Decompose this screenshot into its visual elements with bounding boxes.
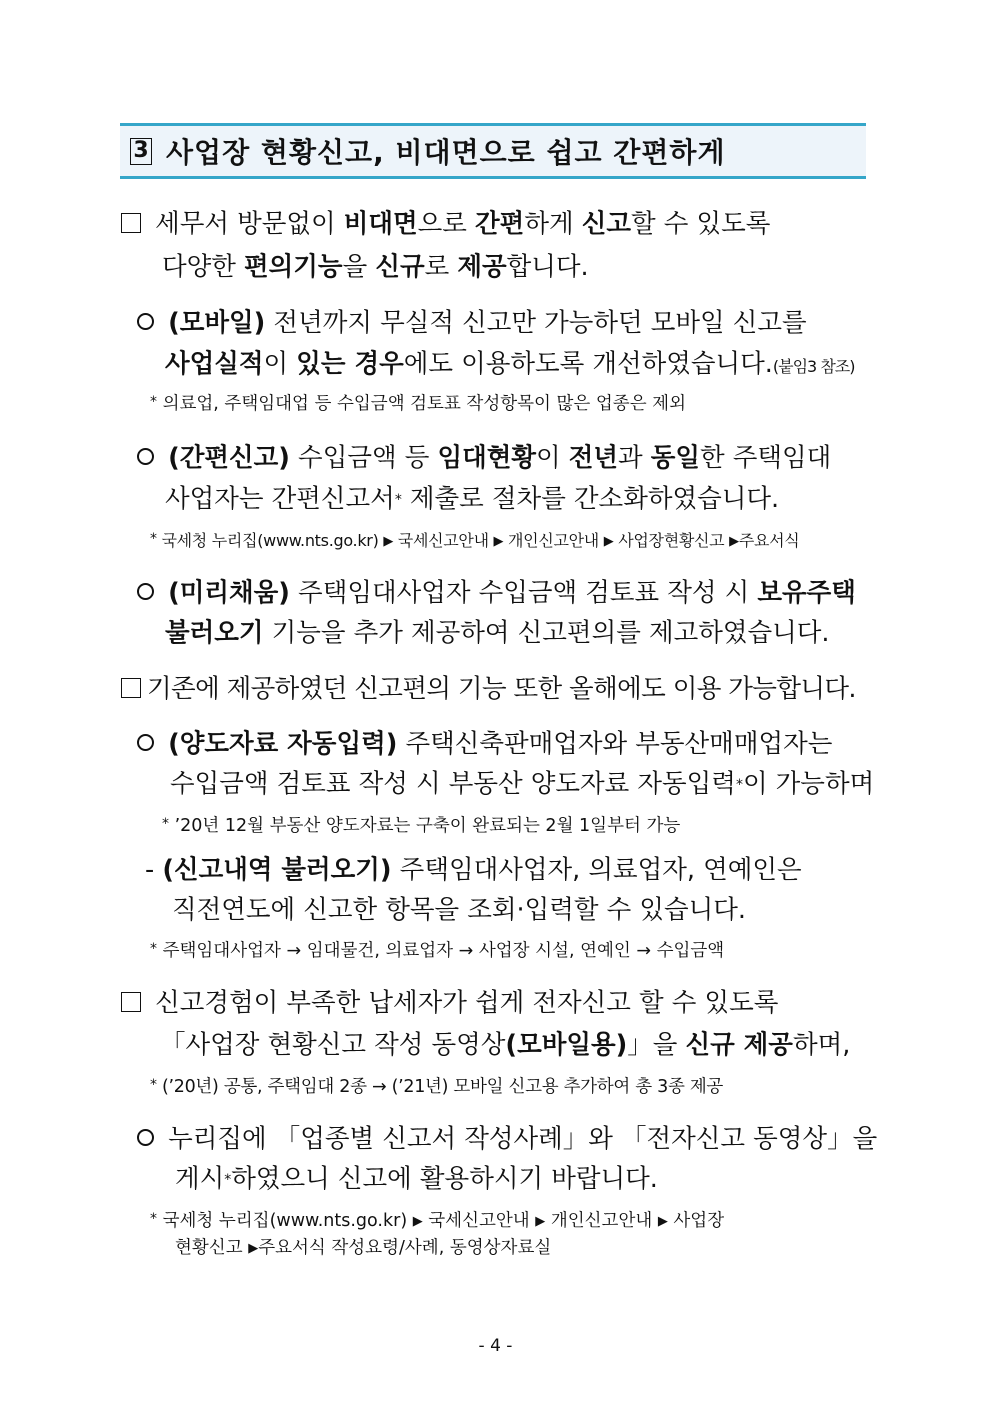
footnote: * (’20년) 공통, 주택임대 2종 → (’21년) 모바일 신고용 추가하여 총 3종 제공: [150, 1077, 724, 1097]
footnote: * ’20년 12월 부동산 양도자료는 구축이 완료되는 2월 1일부터 가능: [162, 816, 681, 836]
bullet-line: 누리집에 「업종별 신고서 작성사례」와 「전자신고 동영상」을: [137, 1127, 877, 1153]
bullet-line: 수입금액 검토표 작성 시 부동산 양도자료 자동입력*이 가능하며: [170, 769, 875, 799]
triangle-right-icon: ▶: [603, 534, 614, 549]
footnote: * 주택임대사업자 → 임대물건, 의료업자 → 사업장 시설, 연예인 → 수입금액: [150, 941, 725, 961]
triangle-right-icon: ▶: [412, 1214, 423, 1229]
paragraph-line: 신고경험이 부족한 납세자가 쉽게 전자신고 할 수 있도록: [121, 991, 778, 1017]
triangle-right-icon: ▶: [729, 534, 739, 549]
paragraph-line: 「사업장 현황신고 작성 동영상(모바일용)」을 신규 제공하며,: [160, 1030, 851, 1060]
bullet-line: 불러오기 기능을 추가 제공하여 신고편의를 제고하였습니다.: [165, 618, 830, 648]
page-number: - 4 -: [478, 1336, 513, 1356]
triangle-right-icon: ▶: [535, 1214, 546, 1229]
circle-bullet-icon: [137, 313, 154, 330]
bullet-line: 게시*하였으니 신고에 활용하시기 바랍니다.: [175, 1164, 658, 1194]
bullet-line: (미리채움) 주택임대사업자 수입금액 검토표 작성 시 보유주택: [137, 581, 856, 607]
bullet-line: - (신고내역 불러오기) 주택임대사업자, 의료업자, 연예인은: [145, 855, 802, 885]
footnote: * 국세청 누리집(www.nts.go.kr) ▶ 국세신고안내 ▶ 개인신고안내 ▶ 사업장현황신고 ▶주요서식: [150, 531, 800, 550]
circle-bullet-icon: [137, 448, 154, 465]
triangle-right-icon: ▶: [657, 1214, 668, 1229]
checkbox-square-icon: [121, 678, 141, 698]
triangle-right-icon: ▶: [248, 1241, 259, 1256]
footnote: 현황신고 ▶주요서식 작성요령/사례, 동영상자료실: [175, 1238, 552, 1258]
triangle-right-icon: ▶: [383, 534, 394, 549]
paragraph-line: 기존에 제공하였던 신고편의 기능 또한 올해에도 이용 가능합니다.: [121, 677, 856, 703]
bullet-line: (간편신고) 수입금액 등 임대현황이 전년과 동일한 주택임대: [137, 446, 831, 472]
circle-bullet-icon: [137, 734, 154, 751]
checkbox-square-icon: [121, 992, 141, 1012]
circle-bullet-icon: [137, 1129, 154, 1146]
footnote: * 국세청 누리집(www.nts.go.kr) ▶ 국세신고안내 ▶ 개인신고안내 ▶ 사업장: [150, 1211, 725, 1231]
bullet-line: 사업실적이 있는 경우에도 이용하도록 개선하였습니다.(붙임3 참조): [165, 349, 855, 379]
bullet-line: 사업자는 간편신고서* 제출로 절차를 간소화하였습니다.: [165, 484, 780, 514]
bullet-line: 직전연도에 신고한 항목을 조회·입력할 수 있습니다.: [172, 895, 747, 925]
paragraph-line: 세무서 방문없이 비대면으로 간편하게 신고할 수 있도록: [121, 212, 770, 238]
bullet-line: (양도자료 자동입력) 주택신축판매업자와 부동산매매업자는: [137, 732, 832, 758]
section-title-box: [120, 123, 866, 179]
section-number: 3: [130, 138, 152, 165]
paragraph-line: 다양한 편의기능을 신규로 제공합니다.: [162, 252, 589, 282]
circle-bullet-icon: [137, 583, 154, 600]
bullet-line: (모바일) 전년까지 무실적 신고만 가능하던 모바일 신고를: [137, 311, 807, 337]
triangle-right-icon: ▶: [493, 534, 504, 549]
checkbox-square-icon: [121, 213, 141, 233]
section-title: 사업장 현황신고, 비대면으로 쉽고 간편하게: [166, 136, 726, 169]
footnote: * 의료업, 주택임대업 등 수입금액 검토표 작성항목이 많은 업종은 제외: [150, 394, 686, 414]
